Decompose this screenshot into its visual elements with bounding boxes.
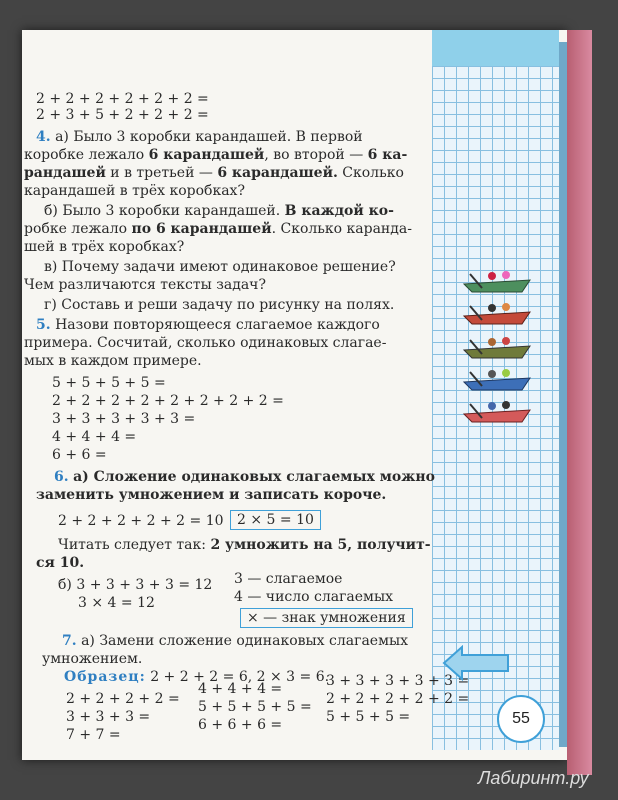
task4a-line4: карандашей в трёх коробках?	[24, 183, 245, 199]
task-text: . Сколько каранда-	[271, 221, 412, 237]
task6-line1	[54, 468, 435, 486]
task7-line2: умножением.	[42, 651, 143, 667]
boat-icon	[462, 336, 532, 360]
task-number: 4.	[36, 129, 51, 145]
task-text: Сколько	[337, 165, 404, 181]
task-text: 6 карандашей.	[217, 165, 338, 181]
sample-label: Образец:	[64, 669, 146, 685]
expr-line: 5 + 5 + 5 + 5 =	[198, 699, 312, 715]
legend-line: 3 — слагаемое	[234, 571, 343, 587]
task-number: 5.	[36, 317, 51, 333]
expr-line: 6 + 6 + 6 =	[198, 717, 283, 733]
task7-line1	[62, 632, 408, 650]
edge-stripe	[559, 42, 567, 747]
margin-header	[432, 30, 559, 66]
task-text: а) Сложение одинаковых слагаемых можно	[73, 469, 435, 485]
expr-line: 4 + 4 + 4 =	[52, 429, 137, 445]
task-text: рандашей	[24, 165, 106, 181]
task6-read-line2: ся 10.	[36, 555, 85, 571]
task4a-line1	[36, 128, 363, 146]
expr-line: 3 + 3 + 3 + 3 + 3 =	[52, 411, 196, 427]
task-number: 6.	[54, 469, 69, 485]
task4c-line2: Чем различаются тексты задач?	[24, 277, 266, 293]
task6-line2: заменить умножением и записать короче.	[36, 487, 387, 503]
sample-text: 2 + 2 + 2 = 6, 2 × 3 = 6.	[145, 669, 330, 685]
task5-line1	[36, 316, 380, 334]
task5-line3: мых в каждом примере.	[24, 353, 202, 369]
expr-line: 6 + 6 =	[52, 447, 107, 463]
task-text: а) Было 3 коробки карандашей. В первой	[55, 129, 363, 145]
expr-line: 3 + 3 + 3 =	[66, 709, 151, 725]
task4b-line1	[44, 202, 394, 220]
expr-line: 2 + 2 + 2 + 2 + 2 + 2 =	[36, 91, 209, 107]
expr-line: 2 + 3 + 5 + 2 + 2 + 2 =	[36, 107, 209, 123]
expr-line: 2 + 2 + 2 + 2 + 2 =	[326, 691, 470, 707]
task-text: Читать следует так:	[58, 537, 211, 553]
expr-line: 4 + 4 + 4 =	[198, 681, 283, 697]
expr-line: 5 + 5 + 5 =	[326, 709, 411, 725]
task-number: 7.	[62, 633, 77, 649]
task-text: 6 карандашей	[148, 147, 265, 163]
boat-icon	[462, 400, 532, 424]
task-text: робке лежало	[24, 221, 132, 237]
task-text: Назови повторяющееся слагаемое каждого	[55, 317, 380, 333]
sample-line	[64, 668, 329, 686]
task-text: и в третьей —	[105, 165, 218, 181]
task-text: коробке лежало	[24, 147, 149, 163]
boat-icon	[462, 302, 532, 326]
boat-icon	[462, 368, 532, 392]
expr-line: 7 + 7 =	[66, 727, 121, 743]
formula-box: × — знак умножения	[240, 608, 413, 628]
task6-read-line1	[58, 536, 431, 554]
expr-line: 3 × 4 = 12	[78, 595, 155, 611]
task-text: а) Замени сложение одинаковых слагаемых	[81, 633, 408, 649]
task4b-line2	[24, 220, 412, 238]
task-text: 6 ка-	[367, 147, 408, 163]
expr-line: 2 + 2 + 2 + 2 + 2 + 2 + 2 + 2 =	[52, 393, 284, 409]
expr-line: б) 3 + 3 + 3 + 3 = 12	[58, 577, 213, 593]
task-text: б) Было 3 коробки карандашей.	[44, 203, 285, 219]
expr-line: 3 + 3 + 3 + 3 + 3 =	[326, 673, 470, 689]
task4a-line3	[24, 164, 404, 182]
task-text: 2 умножить на 5, получит-	[210, 537, 431, 553]
page-number: 55	[497, 695, 545, 743]
task4b-line3: шей в трёх коробках?	[24, 239, 185, 255]
task4a-line2	[24, 146, 407, 164]
task4d: г) Составь и реши задачу по рисунку на полях.	[44, 297, 395, 313]
book-page	[22, 30, 567, 760]
watermark: Лабиринт.ру	[478, 768, 589, 788]
expr-line: 2 + 2 + 2 + 2 =	[66, 691, 180, 707]
task-text: по 6 карандашей	[131, 221, 272, 237]
task-text: В каждой ко-	[284, 203, 394, 219]
task-text: , во второй —	[264, 147, 368, 163]
book-edge	[567, 30, 592, 775]
task4c-line1: в) Почему задачи имеют одинаковое решение?	[44, 259, 396, 275]
expr-line: 5 + 5 + 5 + 5 =	[52, 375, 166, 391]
expr-line: 2 + 2 + 2 + 2 + 2 = 10	[58, 513, 224, 529]
legend-line: 4 — число слагаемых	[234, 589, 393, 605]
arrow-left-icon	[442, 645, 512, 681]
task5-line2: примера. Сосчитай, сколько одинаковых слагае-	[24, 335, 387, 351]
formula-box: 2 × 5 = 10	[230, 510, 321, 530]
boat-icon	[462, 270, 532, 294]
